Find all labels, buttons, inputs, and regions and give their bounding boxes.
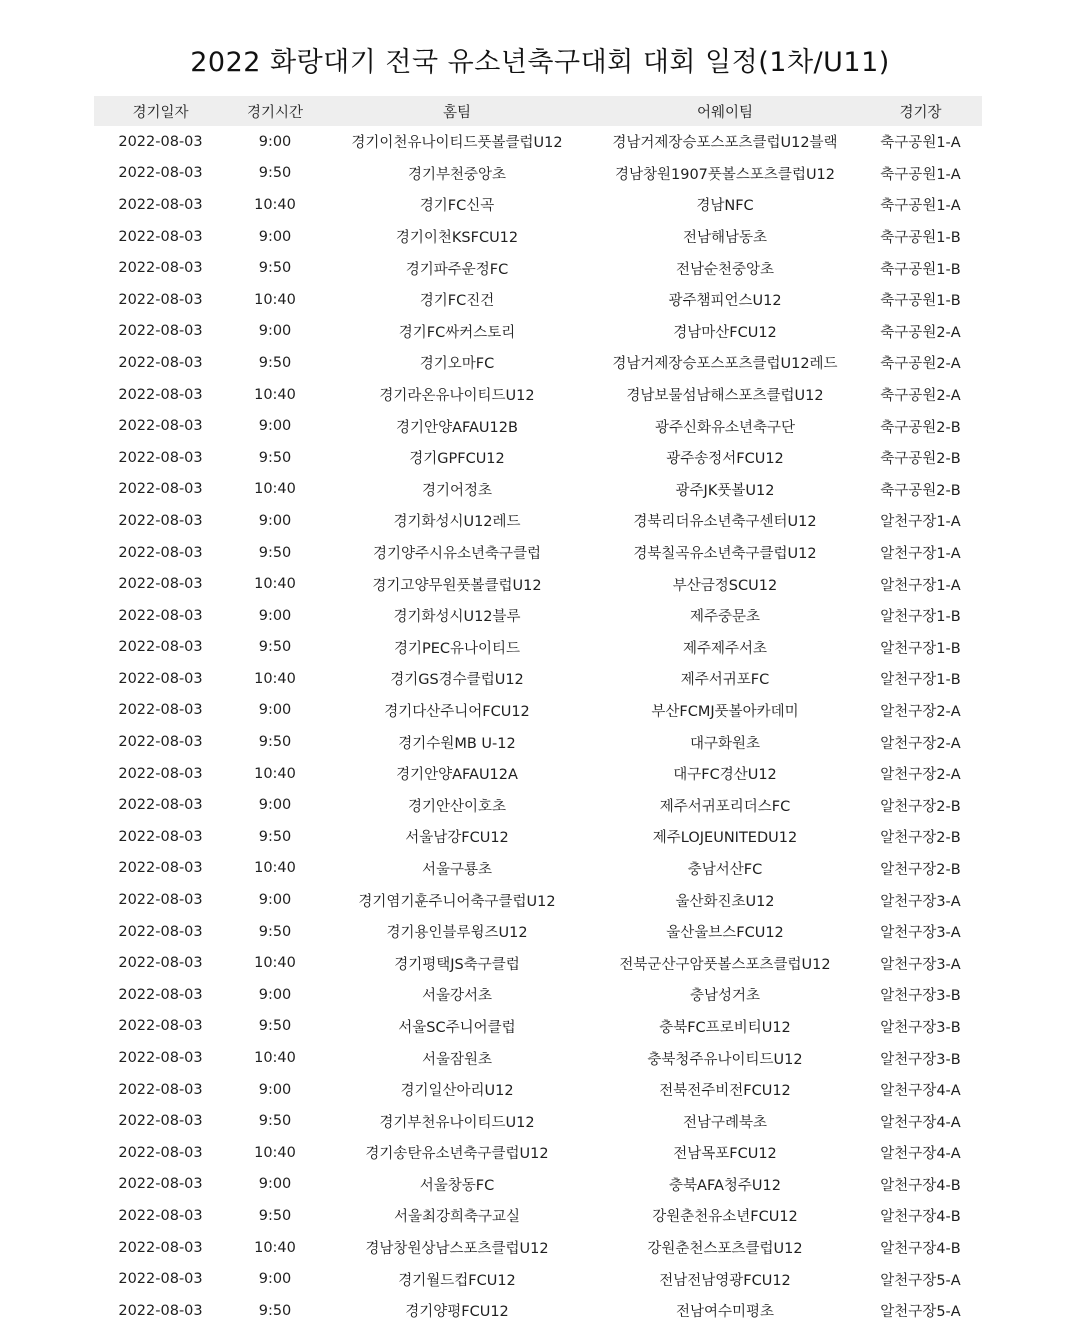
- table-row: [94, 316, 982, 348]
- table-body: [94, 126, 982, 1327]
- table-row: [94, 347, 982, 379]
- match-date-cell: 2022-08-03: [118, 291, 203, 308]
- match-time-cell: 9:50: [258, 1018, 292, 1035]
- home-team-cell: 경기GS경수클럽U12: [390, 672, 524, 689]
- away-team-cell: 광주신화유소년축구단: [654, 419, 796, 436]
- away-team-cell: 전북군산구암풋볼스포츠클럽U12: [619, 956, 831, 973]
- table-row: [94, 189, 982, 221]
- table-row: [94, 632, 982, 664]
- away-team-cell: 제주서귀포FC: [680, 672, 770, 689]
- header-time: 경기시간: [246, 104, 304, 121]
- home-team-cell: 경기다산주니어FCU12: [384, 703, 530, 720]
- match-time-cell: 9:00: [258, 607, 292, 624]
- venue-cell: 알천구장1-A: [880, 546, 961, 563]
- match-time-cell: 10:40: [254, 576, 296, 593]
- home-team-cell: 경기어정초: [421, 482, 493, 499]
- venue-cell: 축구공원1-B: [880, 293, 961, 310]
- away-team-cell: 경남NFC: [696, 198, 754, 215]
- match-time-cell: 9:00: [258, 1176, 292, 1193]
- table-row: [94, 916, 982, 948]
- match-time-cell: 9:50: [258, 734, 292, 751]
- home-team-cell: 경기안산이호초: [407, 798, 507, 815]
- match-date-cell: 2022-08-03: [118, 165, 203, 182]
- away-team-cell: 충남서산FC: [687, 861, 763, 878]
- table-row: [94, 126, 982, 158]
- match-time-cell: 10:40: [254, 955, 296, 972]
- match-time-cell: 10:40: [254, 196, 296, 213]
- home-team-cell: 서울남강FCU12: [405, 830, 509, 847]
- match-date-cell: 2022-08-03: [118, 955, 203, 972]
- table-row: [94, 442, 982, 474]
- match-time-cell: 9:50: [258, 354, 292, 371]
- home-team-cell: 서울SC주니어클럽: [398, 1019, 516, 1036]
- table-row: [94, 252, 982, 284]
- table-row: [94, 1011, 982, 1043]
- table-row: [94, 853, 982, 885]
- header-home-team: 홈팀: [442, 104, 471, 121]
- away-team-cell: 강원춘천스포츠클럽U12: [647, 1241, 803, 1258]
- venue-cell: 축구공원1-A: [880, 198, 961, 215]
- match-time-cell: 9:00: [258, 418, 292, 435]
- home-team-cell: 경기화성시U12블루: [393, 609, 521, 626]
- match-date-cell: 2022-08-03: [118, 260, 203, 277]
- away-team-cell: 전남목포FCU12: [673, 1146, 777, 1163]
- table-row: [94, 284, 982, 316]
- away-team-cell: 충북FC프로비티U12: [659, 1019, 791, 1036]
- venue-cell: 알천구장2-B: [880, 798, 961, 815]
- away-team-cell: 경북리더유소년축구센터U12: [633, 514, 817, 531]
- table-row: [94, 1232, 982, 1264]
- table-row: [94, 600, 982, 632]
- table-row: [94, 884, 982, 916]
- away-team-cell: 충남성거초: [689, 988, 761, 1005]
- match-date-cell: 2022-08-03: [118, 544, 203, 561]
- away-team-cell: 경남창원1907풋볼스포츠클럽U12: [614, 166, 836, 183]
- venue-cell: 알천구장4-A: [880, 1083, 961, 1100]
- home-team-cell: 경기안양AFAU12A: [396, 767, 518, 784]
- table-row: [94, 726, 982, 758]
- table-row: [94, 1042, 982, 1074]
- venue-cell: 알천구장5-A: [880, 1272, 961, 1289]
- match-time-cell: 9:00: [258, 1271, 292, 1288]
- match-date-cell: 2022-08-03: [118, 196, 203, 213]
- header-away-team: 어웨이팀: [696, 104, 754, 121]
- match-date-cell: 2022-08-03: [118, 512, 203, 529]
- match-date-cell: 2022-08-03: [118, 354, 203, 371]
- match-date-cell: 2022-08-03: [118, 639, 203, 656]
- away-team-cell: 전남여수미평초: [675, 1304, 775, 1321]
- venue-cell: 알천구장1-A: [880, 514, 961, 531]
- match-date-cell: 2022-08-03: [118, 1271, 203, 1288]
- home-team-cell: 경기고양무원풋볼클럽U12: [372, 577, 542, 594]
- match-date-cell: 2022-08-03: [118, 418, 203, 435]
- match-date-cell: 2022-08-03: [118, 1302, 203, 1319]
- home-team-cell: 경기PEC유나이티드: [393, 640, 521, 657]
- match-date-cell: 2022-08-03: [118, 765, 203, 782]
- match-date-cell: 2022-08-03: [118, 986, 203, 1003]
- match-date-cell: 2022-08-03: [118, 670, 203, 687]
- match-date-cell: 2022-08-03: [118, 386, 203, 403]
- home-team-cell: 경남창원상남스포츠클럽U12: [365, 1241, 549, 1258]
- venue-cell: 축구공원2-A: [880, 324, 961, 341]
- venue-cell: 알천구장1-B: [880, 609, 961, 626]
- match-date-cell: 2022-08-03: [118, 828, 203, 845]
- home-team-cell: 경기일산아리U12: [400, 1083, 514, 1100]
- away-team-cell: 제주제주서초: [682, 640, 768, 657]
- venue-cell: 알천구장5-A: [880, 1304, 961, 1321]
- header-date: 경기일자: [132, 104, 189, 121]
- away-team-cell: 경남거제장승포스포츠클럽U12레드: [612, 356, 838, 373]
- match-time-cell: 9:00: [258, 323, 292, 340]
- table-row: [94, 568, 982, 600]
- venue-cell: 축구공원2-B: [880, 419, 961, 436]
- table-row: [94, 1295, 982, 1327]
- schedule-table: [94, 96, 982, 1327]
- venue-cell: 축구공원1-B: [880, 230, 961, 247]
- venue-cell: 알천구장3-B: [880, 1051, 961, 1068]
- venue-cell: 알천구장1-B: [880, 640, 961, 657]
- match-time-cell: 9:50: [258, 449, 292, 466]
- match-time-cell: 9:00: [258, 133, 292, 150]
- match-time-cell: 9:50: [258, 544, 292, 561]
- home-team-cell: 경기부천유나이티드U12: [379, 1114, 535, 1131]
- home-team-cell: 경기평택JS축구클럽: [394, 956, 520, 973]
- away-team-cell: 대구FC경산U12: [673, 767, 777, 784]
- table-row: [94, 1263, 982, 1295]
- table-row: [94, 410, 982, 442]
- match-time-cell: 10:40: [254, 1239, 296, 1256]
- away-team-cell: 경남보물섬남해스포츠클럽U12: [626, 388, 824, 405]
- venue-cell: 알천구장4-B: [880, 1241, 961, 1258]
- table-row: [94, 947, 982, 979]
- table-row: [94, 1137, 982, 1169]
- venue-cell: 알천구장4-B: [880, 1209, 961, 1226]
- home-team-cell: 경기월드컵FCU12: [398, 1272, 516, 1289]
- venue-cell: 알천구장3-A: [880, 893, 961, 910]
- table-row: [94, 221, 982, 253]
- table-row: [94, 663, 982, 695]
- match-time-cell: 10:40: [254, 1144, 296, 1161]
- home-team-cell: 서울구룡초: [421, 861, 493, 878]
- match-time-cell: 9:50: [258, 165, 292, 182]
- home-team-cell: 경기GPFCU12: [409, 451, 505, 468]
- table-row: [94, 979, 982, 1011]
- match-time-cell: 9:50: [258, 828, 292, 845]
- home-team-cell: 경기양주시유소년축구클럽: [372, 546, 542, 563]
- venue-cell: 알천구장3-A: [880, 956, 961, 973]
- away-team-cell: 경남마산FCU12: [673, 324, 777, 341]
- match-date-cell: 2022-08-03: [118, 449, 203, 466]
- match-date-cell: 2022-08-03: [118, 734, 203, 751]
- venue-cell: 축구공원1-A: [880, 166, 961, 183]
- table-row: [94, 1074, 982, 1106]
- table-row: [94, 537, 982, 569]
- venue-cell: 알천구장2-B: [880, 830, 961, 847]
- venue-cell: 알천구장2-B: [880, 861, 961, 878]
- match-date-cell: 2022-08-03: [118, 702, 203, 719]
- header-venue: 경기장: [899, 104, 942, 121]
- venue-cell: 알천구장2-A: [880, 767, 961, 784]
- match-time-cell: 9:50: [258, 260, 292, 277]
- home-team-cell: 경기FC신곡: [419, 198, 495, 215]
- table-row: [94, 789, 982, 821]
- away-team-cell: 부산금정SCU12: [672, 577, 778, 594]
- table-row: [94, 505, 982, 537]
- match-date-cell: 2022-08-03: [118, 923, 203, 940]
- match-date-cell: 2022-08-03: [118, 576, 203, 593]
- venue-cell: 알천구장3-B: [880, 1019, 961, 1036]
- home-team-cell: 경기송탄유소년축구클럽U12: [365, 1146, 549, 1163]
- home-team-cell: 경기파주운정FC: [405, 261, 509, 278]
- venue-cell: 알천구장1-B: [880, 672, 961, 689]
- home-team-cell: 서울최강희축구교실: [393, 1209, 521, 1226]
- away-team-cell: 전남해남동초: [682, 230, 768, 247]
- match-date-cell: 2022-08-03: [118, 228, 203, 245]
- away-team-cell: 울산화진초U12: [675, 893, 775, 910]
- table-row: [94, 821, 982, 853]
- match-date-cell: 2022-08-03: [118, 860, 203, 877]
- away-team-cell: 대구화원초: [689, 735, 761, 752]
- venue-cell: 알천구장1-A: [880, 577, 961, 594]
- away-team-cell: 경북칠곡유소년축구클럽U12: [633, 546, 817, 563]
- match-time-cell: 9:00: [258, 702, 292, 719]
- venue-cell: 축구공원1-A: [880, 135, 961, 152]
- match-time-cell: 9:00: [258, 1081, 292, 1098]
- match-time-cell: 9:50: [258, 923, 292, 940]
- table-row: [94, 1200, 982, 1232]
- table-row: [94, 758, 982, 790]
- table-row: [94, 474, 982, 506]
- match-date-cell: 2022-08-03: [118, 797, 203, 814]
- match-time-cell: 10:40: [254, 765, 296, 782]
- match-time-cell: 10:40: [254, 291, 296, 308]
- away-team-cell: 전북전주비전FCU12: [659, 1083, 791, 1100]
- home-team-cell: 경기안양AFAU12B: [396, 419, 518, 436]
- home-team-cell: 경기오마FC: [419, 356, 495, 373]
- venue-cell: 알천구장2-A: [880, 703, 961, 720]
- match-date-cell: 2022-08-03: [118, 323, 203, 340]
- match-time-cell: 9:50: [258, 1302, 292, 1319]
- match-date-cell: 2022-08-03: [118, 1113, 203, 1130]
- home-team-cell: 서울잠원초: [421, 1051, 493, 1068]
- home-team-cell: 경기염기훈주니어축구클럽U12: [358, 893, 556, 910]
- away-team-cell: 울산울브스FCU12: [666, 925, 784, 942]
- venue-cell: 알천구장3-A: [880, 925, 961, 942]
- away-team-cell: 제주LOJEUNITEDU12: [652, 830, 798, 847]
- away-team-cell: 경남거제장승포스포츠클럽U12블랙: [612, 135, 838, 152]
- home-team-cell: 서울창동FC: [419, 1177, 495, 1194]
- away-team-cell: 제주중문초: [689, 609, 761, 626]
- match-date-cell: 2022-08-03: [118, 1239, 203, 1256]
- match-time-cell: 9:00: [258, 797, 292, 814]
- venue-cell: 알천구장4-A: [880, 1114, 961, 1131]
- match-time-cell: 10:40: [254, 670, 296, 687]
- home-team-cell: 경기이천유나이티드풋볼클럽U12: [351, 135, 563, 152]
- away-team-cell: 전남구례북초: [682, 1114, 768, 1131]
- match-time-cell: 10:40: [254, 860, 296, 877]
- match-date-cell: 2022-08-03: [118, 481, 203, 498]
- table-row: [94, 1105, 982, 1137]
- home-team-cell: 경기라온유나이티드U12: [379, 388, 535, 405]
- match-time-cell: 9:50: [258, 639, 292, 656]
- venue-cell: 축구공원1-B: [880, 261, 961, 278]
- match-date-cell: 2022-08-03: [118, 1176, 203, 1193]
- match-date-cell: 2022-08-03: [118, 1207, 203, 1224]
- away-team-cell: 제주서귀포리더스FC: [659, 798, 791, 815]
- away-team-cell: 전남순천중앙초: [675, 261, 775, 278]
- table-row: [94, 1169, 982, 1201]
- venue-cell: 축구공원2-B: [880, 451, 961, 468]
- page-title: 2022 화랑대기 전국 유소년축구대회 대회 일정(1차/U11): [190, 47, 890, 79]
- venue-cell: 축구공원2-A: [880, 388, 961, 405]
- match-time-cell: 9:00: [258, 512, 292, 529]
- match-date-cell: 2022-08-03: [118, 892, 203, 909]
- home-team-cell: 경기FC싸커스토리: [398, 324, 516, 341]
- table-row: [94, 158, 982, 190]
- table-row: [94, 379, 982, 411]
- venue-cell: 알천구장4-B: [880, 1177, 961, 1194]
- match-time-cell: 9:00: [258, 228, 292, 245]
- home-team-cell: 경기부천중앙초: [407, 166, 507, 183]
- venue-cell: 알천구장3-B: [880, 988, 961, 1005]
- table-row: [94, 695, 982, 727]
- away-team-cell: 충북AFA청주U12: [669, 1177, 781, 1194]
- match-time-cell: 9:00: [258, 892, 292, 909]
- home-team-cell: 경기FC진건: [419, 293, 495, 310]
- venue-cell: 알천구장4-A: [880, 1146, 961, 1163]
- match-date-cell: 2022-08-03: [118, 1081, 203, 1098]
- away-team-cell: 광주챔피언스U12: [668, 293, 782, 310]
- home-team-cell: 경기화성시U12레드: [393, 514, 521, 531]
- venue-cell: 축구공원2-A: [880, 356, 961, 373]
- match-time-cell: 10:40: [254, 481, 296, 498]
- home-team-cell: 경기이천KSFCU12: [395, 230, 519, 247]
- match-time-cell: 10:40: [254, 386, 296, 403]
- away-team-cell: 광주JK풋볼U12: [675, 482, 775, 499]
- match-date-cell: 2022-08-03: [118, 133, 203, 150]
- match-time-cell: 9:50: [258, 1207, 292, 1224]
- home-team-cell: 경기수원MB U-12: [398, 735, 516, 752]
- home-team-cell: 경기용인블루윙즈U12: [386, 925, 528, 942]
- away-team-cell: 부산FCMJ풋볼아카데미: [651, 703, 799, 720]
- away-team-cell: 충북청주유나이티드U12: [647, 1051, 803, 1068]
- away-team-cell: 전남전남영광FCU12: [659, 1272, 791, 1289]
- venue-cell: 축구공원2-B: [880, 482, 961, 499]
- home-team-cell: 경기양평FCU12: [405, 1304, 509, 1321]
- match-date-cell: 2022-08-03: [118, 1018, 203, 1035]
- match-date-cell: 2022-08-03: [118, 1144, 203, 1161]
- venue-cell: 알천구장2-A: [880, 735, 961, 752]
- away-team-cell: 광주송정서FCU12: [666, 451, 784, 468]
- home-team-cell: 서울강서초: [421, 988, 493, 1005]
- match-time-cell: 10:40: [254, 1050, 296, 1067]
- match-time-cell: 9:50: [258, 1113, 292, 1130]
- table-header-row: [94, 96, 982, 126]
- match-time-cell: 9:00: [258, 986, 292, 1003]
- match-date-cell: 2022-08-03: [118, 1050, 203, 1067]
- away-team-cell: 강원춘천유소년FCU12: [652, 1209, 798, 1226]
- match-date-cell: 2022-08-03: [118, 607, 203, 624]
